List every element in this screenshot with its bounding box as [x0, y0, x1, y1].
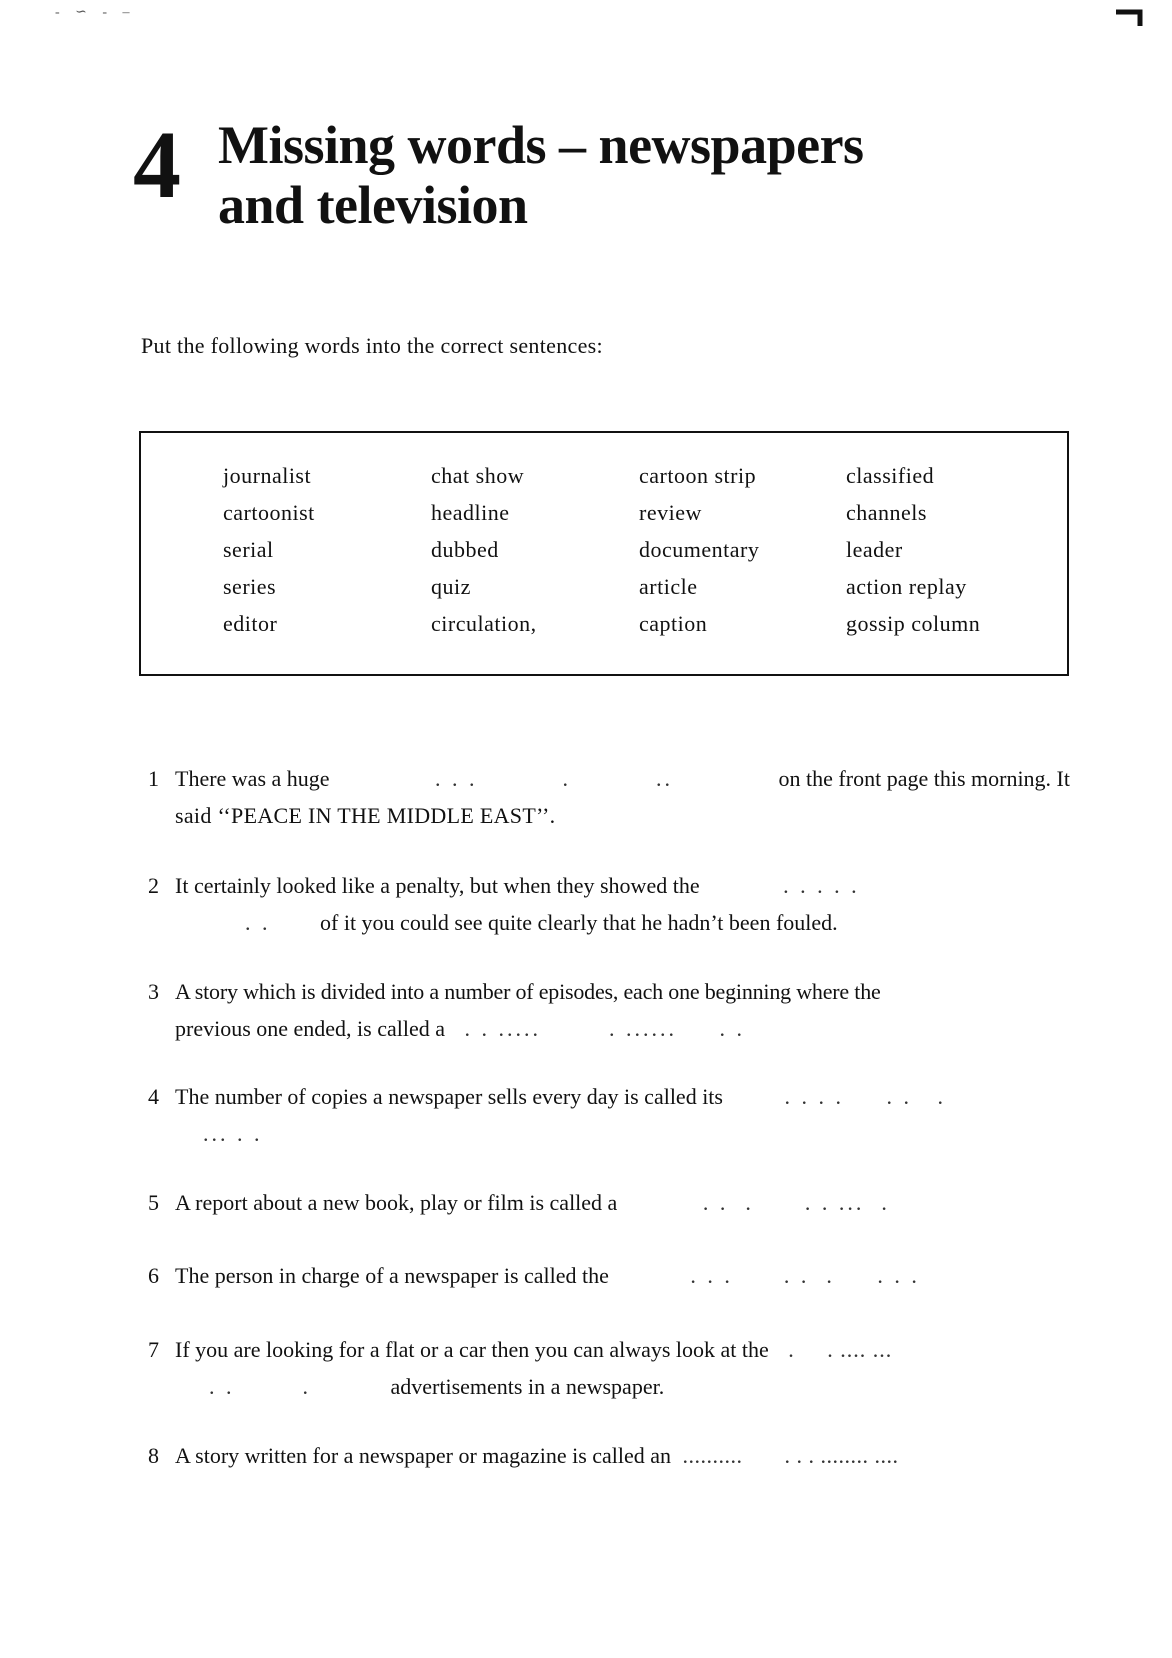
word-item: chat show	[431, 463, 525, 488]
answer-blank[interactable]: . . . . . . .	[784, 1084, 946, 1109]
word-item: editor	[223, 611, 278, 636]
question-text-before: It certainly looked like a penalty, but when they showed the	[175, 873, 700, 898]
word-item: serial	[223, 537, 274, 562]
question-text-line2: advertisements in a newspaper.	[390, 1374, 665, 1399]
word-item: article	[639, 574, 698, 599]
word-item: journalist	[223, 463, 312, 488]
word-item: headline	[431, 500, 510, 525]
answer-blank[interactable]: . . ..... . ...... . .	[464, 1016, 746, 1041]
word-grid	[223, 463, 1066, 648]
question-text-line2: of it you could see quite clearly that he hadn’t been fouled.	[320, 910, 838, 935]
page-title-line2: and television	[218, 175, 528, 235]
question-8	[148, 1437, 1070, 1474]
answer-blank[interactable]: . . .... ...	[788, 1337, 893, 1362]
question-4	[148, 1078, 1070, 1152]
question-number: 7	[148, 1337, 159, 1362]
question-number: 8	[148, 1443, 159, 1468]
question-number: 6	[148, 1263, 159, 1288]
question-number: 1	[148, 766, 159, 791]
question-7	[148, 1331, 1070, 1405]
question-text	[175, 867, 1070, 941]
question-text-before: The number of copies a newspaper sells every day is called its	[175, 1084, 723, 1109]
question-text	[175, 1078, 1070, 1152]
question-2	[148, 867, 1070, 941]
word-item: action replay	[846, 574, 967, 599]
answer-blank-continued[interactable]: . .	[245, 910, 271, 935]
answer-blank[interactable]: . . . . .	[783, 873, 860, 898]
question-6	[148, 1257, 1070, 1294]
question-text	[175, 760, 1070, 834]
question-text-before: The person in charge of a newspaper is called the	[175, 1263, 609, 1288]
question-text-before: previous one ended, is called a	[175, 1016, 446, 1041]
page-title	[218, 115, 864, 235]
question-text	[175, 1257, 1070, 1294]
answer-blank[interactable]: .......... . . . ........ ....	[682, 1443, 899, 1468]
question-text-before: There was a huge	[175, 766, 330, 791]
question-text-line1: A story which is divided into a number of episodes, each one beginning where the	[175, 979, 881, 1004]
word-item: documentary	[639, 537, 760, 562]
question-text-before: If you are looking for a flat or a car then you can always look at the	[175, 1337, 769, 1362]
instructions: Put the following words into the correct sentences:	[141, 333, 603, 358]
word-item: leader	[846, 537, 903, 562]
corner-mark: - ∽ - –	[55, 5, 136, 20]
question-text	[175, 973, 1070, 1047]
answer-blank-continued[interactable]: ... . .	[203, 1121, 263, 1146]
unit-number: 4	[133, 111, 181, 218]
question-text-after: on the front page this morning. It	[778, 766, 1070, 791]
answer-blank[interactable]: . . . . . ... .	[702, 1190, 890, 1215]
question-5	[148, 1184, 1070, 1221]
corner-arrow-icon	[1114, 4, 1144, 28]
question-text	[175, 1331, 1070, 1405]
word-item: series	[223, 574, 277, 599]
question-1	[148, 760, 1070, 834]
word-item: dubbed	[431, 537, 499, 562]
question-number: 2	[148, 873, 159, 898]
word-item: gossip column	[846, 611, 981, 636]
word-item: cartoonist	[223, 500, 315, 525]
question-number: 4	[148, 1084, 159, 1109]
word-item: quiz	[431, 574, 471, 599]
word-item: circulation,	[431, 611, 537, 636]
answer-blank[interactable]: . . . . . . . . .	[690, 1263, 920, 1288]
answer-blank-continued[interactable]: . . .	[209, 1374, 311, 1399]
word-item: cartoon strip	[639, 463, 757, 488]
word-item: caption	[639, 611, 708, 636]
question-text-line2: said ‘‘PEACE IN THE MIDDLE EAST’’.	[175, 803, 556, 828]
question-number: 5	[148, 1190, 159, 1215]
question-text	[175, 1437, 1070, 1474]
question-text	[175, 1184, 1070, 1221]
page-title-line1: Missing words – newspapers	[218, 115, 864, 175]
word-item: channels	[846, 500, 927, 525]
word-item: classified	[846, 463, 935, 488]
word-item: review	[639, 500, 702, 525]
question-text-before: A story written for a newspaper or magazine is called an	[175, 1443, 672, 1468]
question-number: 3	[148, 979, 159, 1004]
question-text-before: A report about a new book, play or film is called a	[175, 1190, 618, 1215]
word-box	[139, 431, 1069, 676]
answer-blank[interactable]: . . . . ..	[435, 766, 674, 791]
question-3	[148, 973, 1070, 1047]
